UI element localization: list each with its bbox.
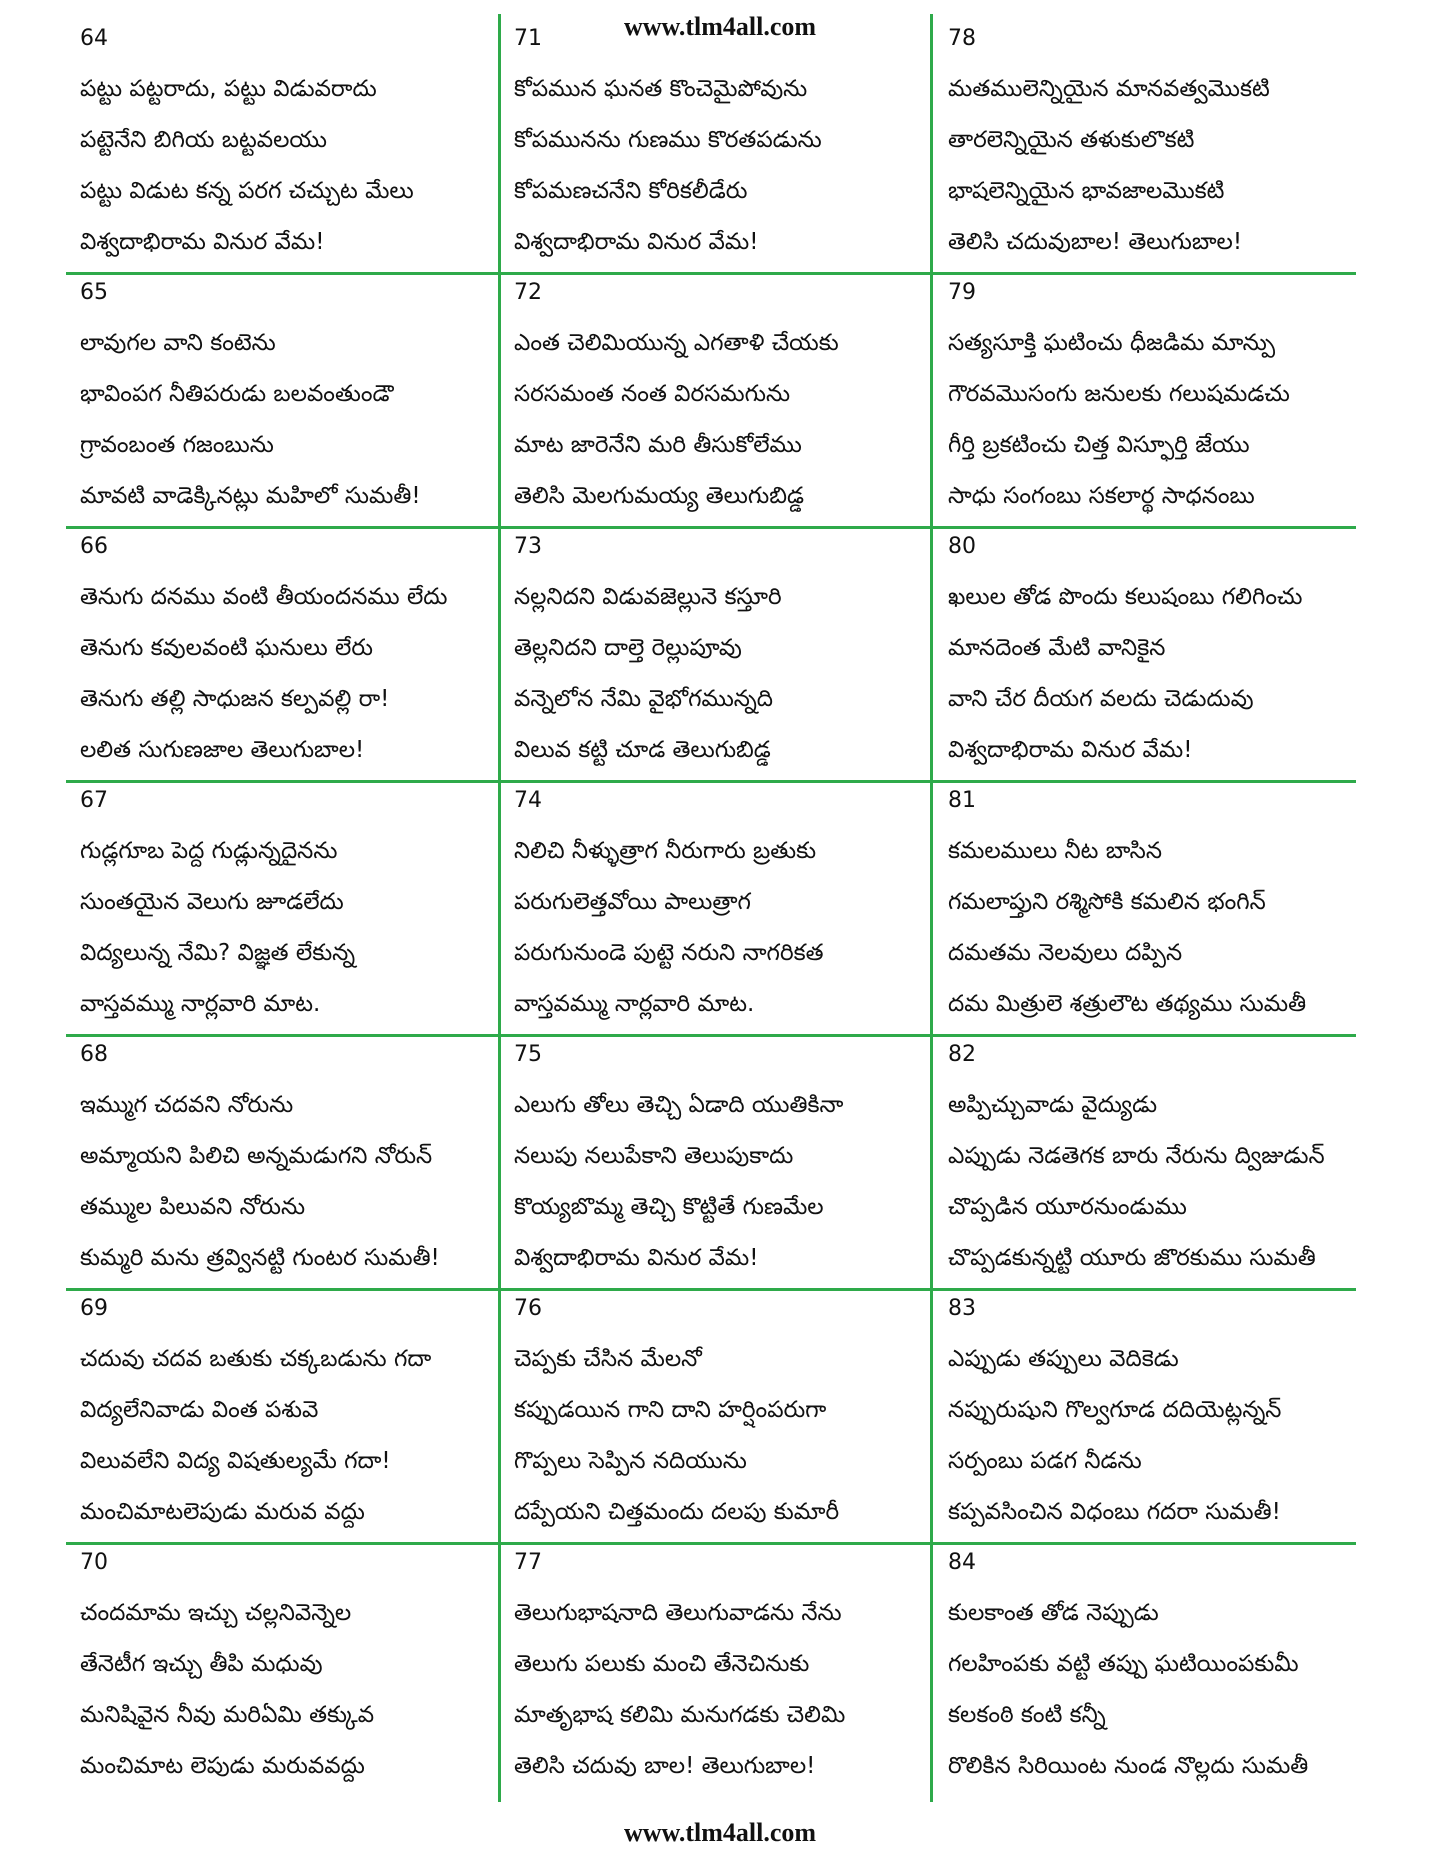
poem-line: మావటి వాడెక్కినట్లు మహిలో సుమతీ! xyxy=(80,483,421,509)
poem-line: రొలికిన సిరియింట నుండ నొల్లదు సుమతీ xyxy=(948,1753,1309,1779)
poem-line: దమతమ నెలవులు దప్పిన xyxy=(948,940,1183,966)
poem-line: కలకంఠి కంటి కన్నీ xyxy=(948,1702,1106,1728)
poem-line: నిలిచి నీళ్ళుత్రాగ నీరుగారు బ్రతుకు xyxy=(514,838,817,864)
poem-line: ఎప్పుడు తప్పులు వెదికెడు xyxy=(948,1346,1179,1372)
poem-line: పరుగులెత్తవోయి పాలుత్రాగ xyxy=(514,889,751,915)
poem-line: గ్రావంబంత గజంబును xyxy=(80,432,274,458)
poem-line: వాస్తవమ్ము నార్లవారి మాట. xyxy=(80,991,321,1017)
poem-cell xyxy=(66,14,500,268)
poem-line: పట్టు పట్టరాదు, పట్టు విడువరాదు xyxy=(80,76,377,102)
poem-line: తెలిసి చదువుబాల! తెలుగుబాల! xyxy=(948,229,1243,255)
poem-line: చొప్పడకున్నట్టి యూరు జొరకుము సుమతీ xyxy=(948,1245,1316,1271)
poem-line: తారలెన్నియైన తళుకులొకటి xyxy=(948,127,1195,153)
poem-line: కులకాంత తోడ నెప్పుడు xyxy=(948,1600,1159,1626)
poem-cell xyxy=(66,1284,500,1538)
poem-line: చందమామ ఇచ్చు చల్లనివెన్నెల xyxy=(80,1600,352,1626)
poem-number: 80 xyxy=(948,534,976,559)
poem-line: కప్పవసించిన విధంబు గదరా సుమతీ! xyxy=(948,1499,1281,1525)
poem-cell xyxy=(934,1538,1368,1792)
poem-line: లలిత సుగుణజాల తెలుగుబాల! xyxy=(80,737,365,763)
poem-number: 83 xyxy=(948,1296,976,1321)
poem-number: 64 xyxy=(80,26,108,51)
poem-cell xyxy=(66,1538,500,1792)
poem-cell xyxy=(934,1284,1368,1538)
poem-line: భావింపగ నీతిపరుడు బలవంతుండౌ xyxy=(80,381,394,407)
poem-line: గలహింపకు వట్టి తప్పు ఘటియింపకుమీ xyxy=(948,1651,1299,1677)
poem-line: వాని చేర దీయగ వలదు చెడుదువు xyxy=(948,686,1254,712)
poem-line: ఎప్పుడు నెడతెగక బారు నేరును ద్విజుడున్ xyxy=(948,1143,1325,1169)
poem-line: గమలాప్తుని రశ్మిసోకి కమలిన భంగిన్ xyxy=(948,889,1266,915)
poem-number: 81 xyxy=(948,788,976,813)
poem-line: వాస్తవమ్ము నార్లవారి మాట. xyxy=(514,991,755,1017)
poem-line: చెప్పకు చేసిన మేలనో xyxy=(514,1346,702,1372)
poem-cell xyxy=(500,776,934,1030)
poem-line: మంచిమాట లెపుడు మరువవద్దు xyxy=(80,1753,365,1779)
poem-line: నల్లనిదని విడువజెల్లునె కస్తూరి xyxy=(514,584,782,610)
poem-line: విలువ కట్టి చూడ తెలుగుబిడ్డ xyxy=(514,737,771,763)
poem-line: మానదెంత మేటి వానికైన xyxy=(948,635,1166,661)
poem-line: మంచిమాటలెపుడు మరువ వద్దు xyxy=(80,1499,365,1525)
poem-line: కోపమునను గుణము కొరతపడును xyxy=(514,127,822,153)
poem-line: మాట జారెనేని మరి తీసుకోలేము xyxy=(514,432,802,458)
poem-line: ఇమ్ముగ చదవని నోరును xyxy=(80,1092,294,1118)
poem-grid xyxy=(66,14,1356,1802)
poem-line: లావుగల వాని కంటెను xyxy=(80,330,276,356)
poem-line: వన్నెలోన నేమి వైభోగమున్నది xyxy=(514,686,774,712)
poem-cell xyxy=(934,1030,1368,1284)
poem-cell xyxy=(66,268,500,522)
site-header: www.tlm4all.com xyxy=(623,12,817,41)
poem-number: 74 xyxy=(514,788,542,813)
poem-number: 69 xyxy=(80,1296,108,1321)
poem-line: పట్టెనేని బిగియ బట్టవలయు xyxy=(80,127,327,153)
poem-number: 65 xyxy=(80,280,108,305)
poem-line: తమ్ముల పిలువని నోరును xyxy=(80,1194,306,1220)
poem-line: విశ్వదాభిరామ వినుర వేమ! xyxy=(514,229,759,255)
poem-number: 75 xyxy=(514,1042,542,1067)
poem-line: తెల్లనిదని దాల్తె రెల్లుపూవు xyxy=(514,635,742,661)
poem-cell xyxy=(500,268,934,522)
poem-line: సరసమంత నంత విరసమగును xyxy=(514,381,791,407)
site-footer: www.tlm4all.com xyxy=(623,1818,817,1847)
poem-line: మాతృభాష కలిమి మనుగడకు చెలిమి xyxy=(514,1702,846,1728)
poem-line: తెలిసి చదువు బాల! తెలుగుబాల! xyxy=(514,1753,816,1779)
poem-cell xyxy=(66,776,500,1030)
poem-line: నప్పురుషుని గొల్వగూడ దదియెట్లన్నన్ xyxy=(948,1397,1282,1423)
poem-line: కోపమణచనేని కోరికలీడేరు xyxy=(514,178,748,204)
poem-line: పరుగునుండె పుట్టె నరుని నాగరికత xyxy=(514,940,824,966)
poem-line: చదువు చదవ బతుకు చక్కబడును గదా xyxy=(80,1346,432,1372)
poem-line: గౌరవమొసంగు జనులకు గలుషమడచు xyxy=(948,381,1290,407)
poem-line: అమ్మాయని పిలిచి అన్నమడుగని నోరున్ xyxy=(80,1143,433,1169)
poem-line: తెలుగుభాషనాది తెలుగువాడను నేను xyxy=(514,1600,842,1626)
poem-line: తెనుగు కవులవంటి ఘనులు లేరు xyxy=(80,635,373,661)
poem-line: కోపమున ఘనత కొంచెమైపోవును xyxy=(514,76,808,102)
poem-line: మతములెన్నియైన మానవత్వమొకటి xyxy=(948,76,1270,102)
poem-line: విద్యలేనివాడు వింత పశువె xyxy=(80,1397,319,1423)
poem-line: కుమ్మరి మను త్రవ్వినట్టి గుంటర సుమతీ! xyxy=(80,1245,440,1271)
poem-cell xyxy=(500,1538,934,1792)
poem-number: 76 xyxy=(514,1296,542,1321)
poem-line: ఎలుగు తోలు తెచ్చి ఏడాది యుతికినా xyxy=(514,1092,844,1118)
poem-line: విశ్వదాభిరామ వినుర వేమ! xyxy=(80,229,325,255)
poem-number: 71 xyxy=(514,26,542,51)
poem-line: సత్యసూక్తి ఘటించు ధీజడిమ మాన్పు xyxy=(948,330,1276,356)
poem-line: నలుపు నలుపేకాని తెలుపుకాదు xyxy=(514,1143,794,1169)
poem-cell xyxy=(934,522,1368,776)
poem-line: తెలిసి మెలగుమయ్య తెలుగుబిడ్డ xyxy=(514,483,805,509)
poem-cell xyxy=(500,1030,934,1284)
poem-line: కప్పుడయిన గాని దాని హర్షింపరుగా xyxy=(514,1397,827,1423)
poem-cell xyxy=(934,776,1368,1030)
poem-line: తెనుగు దనము వంటి తీయందనము లేదు xyxy=(80,584,448,610)
poem-line: తెనుగు తల్లి సాధుజన కల్పవల్లి రా! xyxy=(80,686,390,712)
poem-line: తెలుగు పలుకు మంచి తేనెచినుకు xyxy=(514,1651,810,1677)
poem-number: 73 xyxy=(514,534,542,559)
poem-line: భాషలెన్నియైన భావజాలమొకటి xyxy=(948,178,1225,204)
poem-line: విశ్వదాభిరామ వినుర వేమ! xyxy=(514,1245,759,1271)
poem-line: గొప్పలు సెప్పిన నదియును xyxy=(514,1448,747,1474)
poem-cell xyxy=(500,522,934,776)
poem-number: 67 xyxy=(80,788,108,813)
poem-line: కొయ్యబొమ్మ తెచ్చి కొట్టితే గుణమేల xyxy=(514,1194,824,1220)
poem-line: సాధు సంగంబు సకలార్థ సాధనంబు xyxy=(948,483,1255,509)
poem-line: తేనెటీగ ఇచ్చు తీపి మధువు xyxy=(80,1651,323,1677)
poem-cell xyxy=(66,522,500,776)
poem-line: విశ్వదాభిరామ వినుర వేమ! xyxy=(948,737,1193,763)
poem-number: 77 xyxy=(514,1550,542,1575)
poem-line: కమలములు నీట బాసిన xyxy=(948,838,1162,864)
poem-line: సుంతయైన వెలుగు జూడలేదు xyxy=(80,889,344,915)
poem-number: 82 xyxy=(948,1042,976,1067)
poem-cell xyxy=(934,268,1368,522)
poem-line: అప్పిచ్చువాడు వైద్యుడు xyxy=(948,1092,1158,1118)
poem-number: 79 xyxy=(948,280,976,305)
poem-line: దప్పేయని చిత్తమందు దలపు కుమారీ xyxy=(514,1499,840,1525)
poem-line: గుడ్లగూబ పెద్ద గుడ్లున్నదైనను xyxy=(80,838,338,864)
poem-cell xyxy=(934,14,1368,268)
poem-line: విద్యలున్న నేమి? విజ్ఞత లేకున్న xyxy=(80,940,356,966)
poem-line: పట్టు విడుట కన్న పరగ చచ్చుట మేలు xyxy=(80,178,414,204)
poem-line: ఖలుల తోడ పొందు కలుషంబు గలిగించు xyxy=(948,584,1303,610)
poem-line: గీర్తి బ్రకటించు చిత్త విస్ఫూర్తి జేయు xyxy=(948,432,1250,458)
poem-cell xyxy=(500,1284,934,1538)
poem-cell xyxy=(500,14,934,268)
poem-number: 78 xyxy=(948,26,976,51)
poem-number: 72 xyxy=(514,280,542,305)
poem-number: 84 xyxy=(948,1550,976,1575)
poem-cell xyxy=(66,1030,500,1284)
poem-number: 68 xyxy=(80,1042,108,1067)
poem-line: చొప్పడిన యూరనుండుము xyxy=(948,1194,1187,1220)
poem-line: సర్పంబు పడగ నీడను xyxy=(948,1448,1142,1474)
poem-number: 70 xyxy=(80,1550,108,1575)
poem-line: విలువలేని విద్య విషతుల్యమే గదా! xyxy=(80,1448,391,1474)
poem-number: 66 xyxy=(80,534,108,559)
poem-line: ఎంత చెలిమియున్న ఎగతాళి చేయకు xyxy=(514,330,839,356)
poem-line: దమ మిత్రులె శత్రులౌట తథ్యము సుమతీ xyxy=(948,991,1307,1017)
poem-line: మనిషివైన నీవు మరిఏమి తక్కువ xyxy=(80,1702,375,1728)
